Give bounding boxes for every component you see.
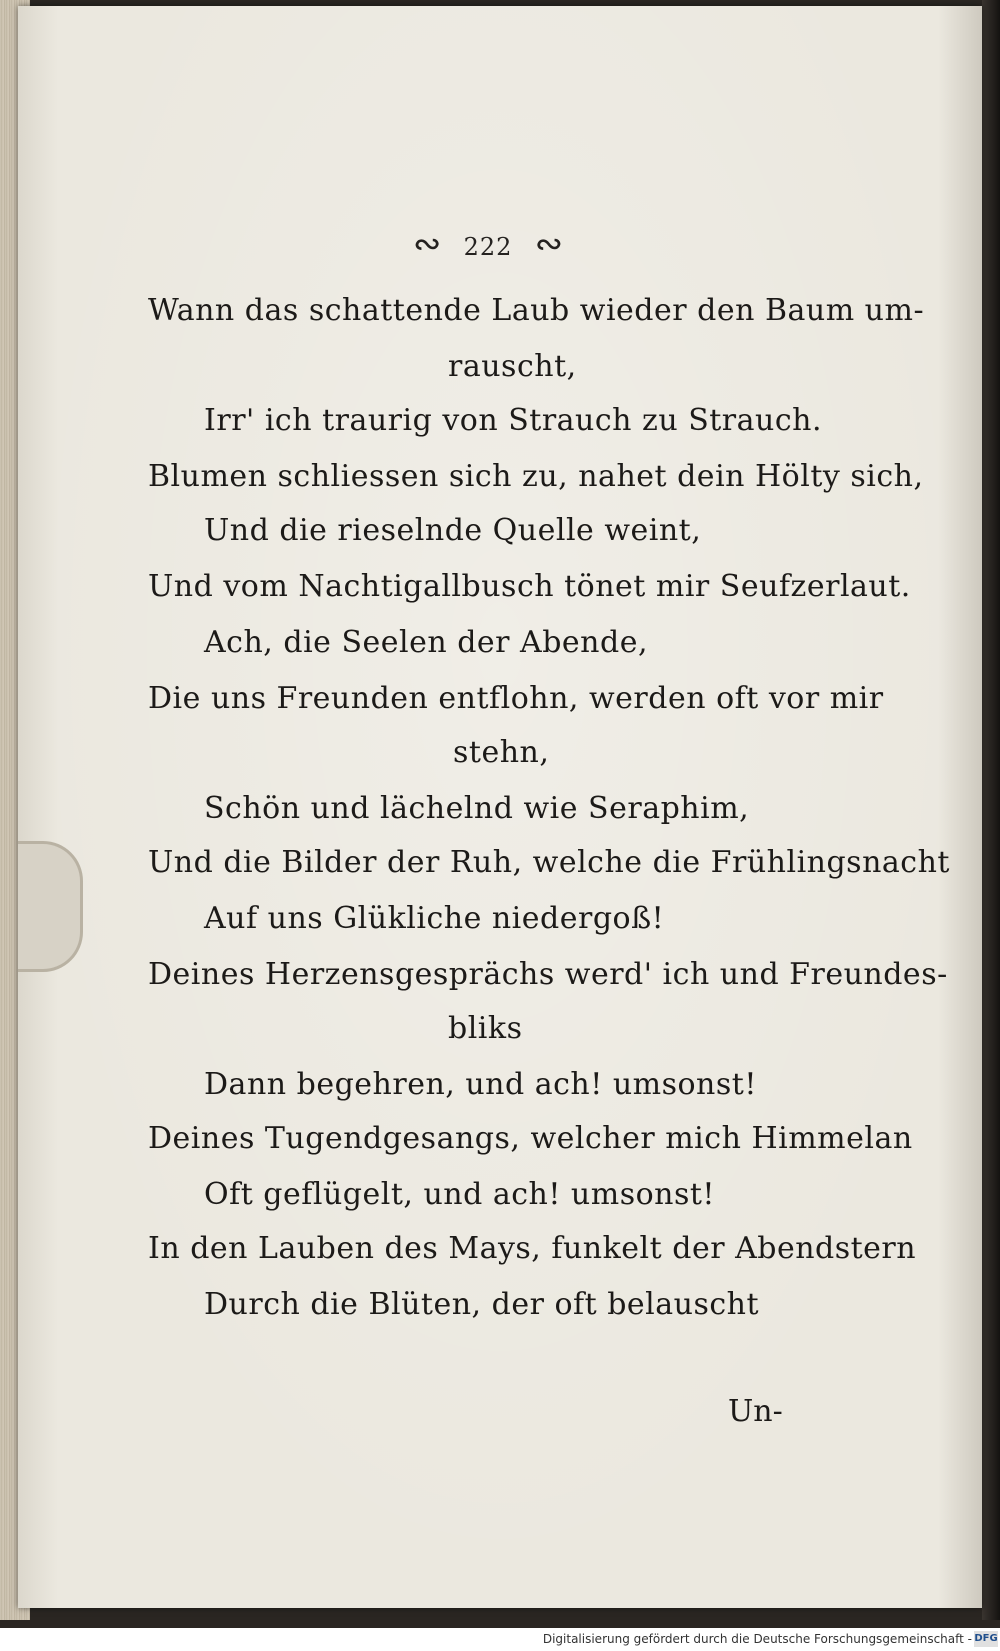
poem-line: Die uns Freunden entflohn, werden oft vor mir [148,681,884,716]
poem-line: Dann begehren, und ach! umsonst! [204,1067,757,1102]
catchword: Un- [728,1394,783,1429]
poem-line: Wann das schattende Laub wieder den Baum um- [148,293,925,328]
poem-line: stehn, [453,735,550,770]
poem-line: rauscht, [448,349,577,384]
ornament-left-icon: ∾ [412,224,442,264]
book-page [18,6,982,1608]
poem-line: Und vom Nachtigallbusch tönet mir Seufzerlaut. [148,569,911,604]
poem-line: Durch die Blüten, der oft belauscht [204,1287,760,1322]
poem-line: Irr' ich traurig von Strauch zu Strauch. [204,403,823,438]
poem-line: Auf uns Glükliche niedergoß! [204,901,665,936]
poem-line: Schön und lächelnd wie Seraphim, [204,791,750,826]
page-tab-marker [18,841,83,972]
ornament-right-icon: ∾ [534,224,564,264]
book-spine-shadow [982,0,1000,1620]
poem-line: Blumen schliessen sich zu, nahet dein Hölty sich, [148,459,924,494]
poem-line: Und die rieselnde Quelle weint, [204,513,702,548]
poem-line: Deines Tugendgesangs, welcher mich Himmelan [148,1121,913,1156]
footer-credit: Digitalisierung gefördert durch die Deutsche Forschungsgemeinschaft - [542,1632,972,1646]
poem-line: Oft geflügelt, und ach! umsonst! [204,1177,715,1212]
poem-line: Deines Herzensgesprächs werd' ich und Freundes- [148,957,948,992]
poem-line: bliks [448,1011,523,1046]
poem-line: In den Lauben des Mays, funkelt der Abendstern [148,1231,917,1266]
dfg-logo-icon: DFG [974,1631,998,1647]
page-header [378,224,598,264]
page-number: 222 [463,233,513,261]
footer-bar [0,1628,1000,1651]
poem-line: Und die Bilder der Ruh, welche die Frühlingsnacht [148,845,950,880]
poem-line: Ach, die Seelen der Abende, [204,625,648,660]
